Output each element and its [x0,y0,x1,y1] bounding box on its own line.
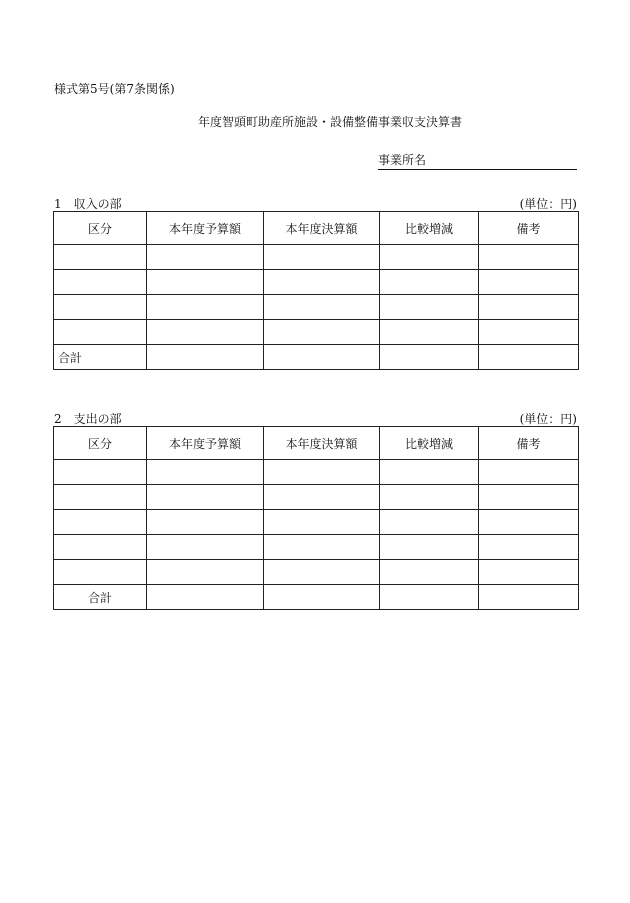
table-row [54,295,579,320]
income-section-header [54,195,577,212]
table-row [54,245,579,270]
total-label: 合計 [54,585,147,610]
table-cell [380,270,479,295]
table-cell [54,245,147,270]
table-cell [479,510,579,535]
table-cell [54,485,147,510]
column-header-remarks: 備考 [479,212,579,245]
table-cell [264,270,380,295]
table-cell [380,460,479,485]
table-cell [380,245,479,270]
column-header-budget: 本年度予算額 [147,427,264,460]
income-section-title: 1 収入の部 [54,197,122,211]
column-header-category: 区分 [54,427,147,460]
table-cell [147,270,264,295]
form-number: 様式第5号(第7条関係) [54,82,175,96]
table-row [54,270,579,295]
table-cell [264,320,380,345]
column-header-budget: 本年度予算額 [147,212,264,245]
table-cell [479,245,579,270]
table-cell [479,320,579,345]
table-cell [264,295,380,320]
column-header-difference: 比較増減 [380,212,479,245]
expenditure-unit-label: (単位：円) [519,412,577,426]
table-row [54,460,579,485]
table-header-row [54,427,579,460]
table-cell [479,485,579,510]
column-header-category: 区分 [54,212,147,245]
table-cell [54,295,147,320]
expenditure-table [53,426,579,610]
income-unit-label: (単位：円) [519,197,577,211]
table-cell [264,460,380,485]
table-cell [147,485,264,510]
table-cell [479,295,579,320]
table-cell [147,345,264,370]
expenditure-section-title: 2 支出の部 [54,412,122,426]
table-cell [380,560,479,585]
table-cell [380,535,479,560]
table-cell [380,485,479,510]
table-cell [479,270,579,295]
document-title: 年度智頭町助産所施設・設備整備事業収支決算書 [197,115,462,129]
table-cell [147,535,264,560]
table-cell [147,510,264,535]
table-row [54,510,579,535]
column-header-settlement: 本年度決算額 [264,427,380,460]
table-cell [264,535,380,560]
table-row [54,485,579,510]
table-cell [54,270,147,295]
table-cell [380,510,479,535]
table-cell [380,295,479,320]
total-row [54,585,579,610]
table-cell [264,585,380,610]
table-cell [147,585,264,610]
table-cell [479,585,579,610]
table-header-row [54,212,579,245]
table-cell [479,345,579,370]
table-cell [147,295,264,320]
table-cell [147,245,264,270]
table-row [54,320,579,345]
total-row [54,345,579,370]
table-cell [54,560,147,585]
table-cell [380,585,479,610]
table-cell [147,320,264,345]
table-cell [380,345,479,370]
table-cell [54,535,147,560]
table-cell [264,560,380,585]
table-cell [147,560,264,585]
income-table [53,211,579,370]
table-cell [147,460,264,485]
column-header-remarks: 備考 [479,427,579,460]
office-name-field: 事業所名 [378,151,577,170]
table-cell [264,510,380,535]
table-cell [479,460,579,485]
table-cell [264,345,380,370]
table-cell [264,245,380,270]
table-cell [54,460,147,485]
expenditure-section-header [54,410,577,427]
column-header-difference: 比較増減 [380,427,479,460]
table-cell [54,320,147,345]
table-cell [380,320,479,345]
table-row [54,560,579,585]
table-cell [479,560,579,585]
column-header-settlement: 本年度決算額 [264,212,380,245]
table-cell [479,535,579,560]
table-row [54,535,579,560]
table-cell [54,510,147,535]
total-label: 合計 [54,345,147,370]
table-cell [264,485,380,510]
